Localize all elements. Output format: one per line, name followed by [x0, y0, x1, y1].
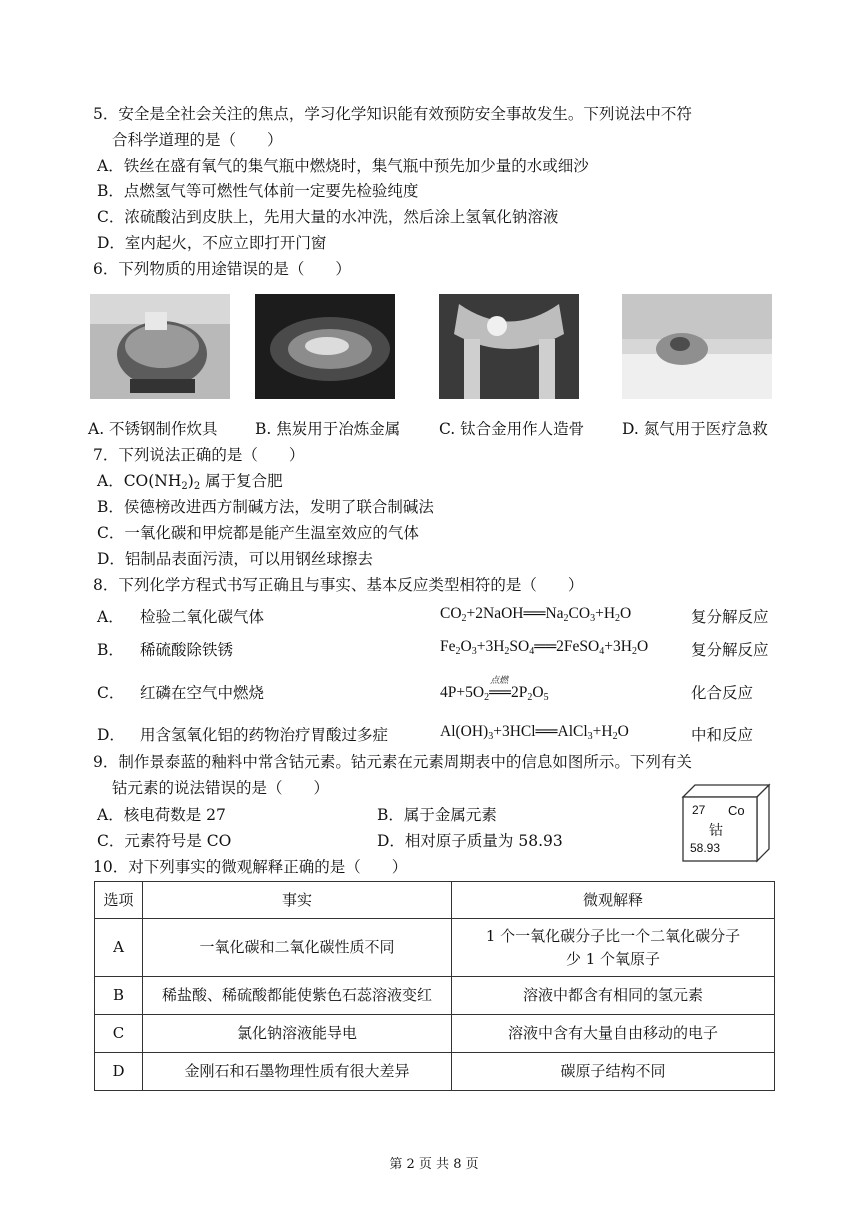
element-symbol: Co: [728, 803, 745, 818]
q8-row-c-desc: 红磷在空气中燃烧: [140, 684, 265, 702]
table-header-row: [95, 882, 775, 919]
cookware-photo: [90, 294, 230, 399]
row-fact: 氯化钠溶液能导电: [143, 1015, 452, 1053]
page-footer: 第 2 页 共 8 页: [389, 1157, 479, 1172]
element-number: 27: [692, 803, 706, 817]
q5-stem-line2: 合科学道理的是（ ）: [112, 131, 283, 149]
row-option: C: [95, 1015, 143, 1053]
q8-row-b-letter: B．: [97, 641, 124, 659]
q7-option-c: C．一氧化碳和甲烷都是能产生温室效应的气体: [97, 524, 419, 542]
q9-stem-line2: 钴元素的说法错误的是（ ）: [112, 779, 330, 797]
row-option: A: [95, 919, 143, 977]
coke-smelting-photo: [255, 294, 395, 399]
row-option: B: [95, 977, 143, 1015]
element-name: 钴: [709, 823, 723, 839]
q8-row-c-letter: C．: [97, 684, 125, 702]
q7-stem: 7．下列说法正确的是（ ）: [93, 446, 305, 464]
q8-stem: 8．下列化学方程式书写正确且与事实、基本反应类型相符的是（ ）: [93, 576, 584, 594]
q9-stem-line1: 9．制作景泰蓝的釉料中常含钴元素。钴元素在元素周期表中的信息如图所示。下列有关: [93, 753, 692, 771]
q6-caption-d: D. 氮气用于医疗急救: [622, 420, 768, 438]
q5-option-a: A．铁丝在盛有氧气的集气瓶中燃烧时，集气瓶中预先加少量的水或细沙: [97, 157, 589, 175]
q6-caption-a: A. 不锈钢制作炊具: [88, 420, 218, 438]
artificial-bone-photo: [439, 294, 579, 399]
element-mass: 58.93: [690, 841, 721, 855]
q8-row-d-type: 中和反应: [691, 726, 754, 744]
cobalt-element-card: [681, 783, 771, 863]
header-option: 选项: [95, 882, 143, 919]
row-explanation: 碳原子结构不同: [452, 1053, 775, 1091]
q8-row-c-type: 化合反应: [691, 684, 754, 702]
q5-option-b: B．点燃氢气等可燃性气体前一定要先检验纯度: [97, 182, 419, 200]
row-fact: 金刚石和石墨物理性质有很大差异: [143, 1053, 452, 1091]
header-explanation: 微观解释: [452, 882, 775, 919]
q8-row-b-desc: 稀硫酸除铁锈: [140, 641, 234, 659]
q8-row-a-letter: A．: [97, 608, 124, 626]
q9-option-d: D．相对原子质量为 58.93: [377, 832, 563, 850]
table-row: [95, 919, 775, 977]
q8-row-a-equation: $CO_2+2NaOH══Na_2CO_3+H_2O$: [440, 605, 632, 624]
q8-row-b-type: 复分解反应: [691, 641, 769, 659]
row-fact: 一氧化碳和二氧化碳性质不同: [143, 919, 452, 977]
q6-caption-b: B. 焦炭用于冶炼金属: [255, 420, 401, 438]
q8-row-d-desc: 用含氢氧化铝的药物治疗胃酸过多症: [140, 726, 389, 744]
q8-row-b-equation: $Fe_2O_3+3H_2SO_4══2FeSO_4+3H_2O$: [440, 638, 649, 657]
q8-row-a-type: 复分解反应: [691, 608, 769, 626]
row-fact: 稀盐酸、稀硫酸都能使紫色石蕊溶液变红: [143, 977, 452, 1015]
q8-row-d-letter: D．: [97, 726, 125, 744]
q5-option-d: D．室内起火，不应立即打开门窗: [97, 234, 327, 252]
q10-stem: 10．对下列事实的微观解释正确的是（ ）: [93, 858, 408, 876]
q8-row-c-equation: $4P+5O_2$ 点燃 $══2P_2O_5$: [440, 675, 549, 703]
header-fact: 事实: [143, 882, 452, 919]
medical-emergency-photo: [622, 294, 772, 399]
q7-option-a: A．$CO(NH_2)_2$ 属于复合肥: [97, 472, 283, 492]
row-explanation: 溶液中含有大量自由移动的电子: [452, 1015, 775, 1053]
q7-option-b: B．侯德榜改进西方制碱方法，发明了联合制碱法: [97, 498, 434, 516]
q6-stem: 6．下列物质的用途错误的是（ ）: [93, 260, 351, 278]
q9-option-c: C．元素符号是 CO: [97, 832, 232, 850]
q6-caption-c: C. 钛合金用作人造骨: [439, 420, 585, 438]
table-row: [95, 1053, 775, 1091]
q8-row-a-desc: 检验二氧化碳气体: [140, 608, 265, 626]
row-option: D: [95, 1053, 143, 1091]
q8-reaction-condition: 点燃: [490, 675, 509, 685]
q9-option-b: B．属于金属元素: [377, 806, 497, 824]
table-row: [95, 1015, 775, 1053]
q10-table: [94, 881, 775, 1091]
table-row: [95, 977, 775, 1015]
q8-row-d-equation: $Al(OH)_3+3HCl══AlCl_3+H_2O$: [440, 723, 629, 742]
q5-option-c: C．浓硫酸沾到皮肤上，先用大量的水冲洗，然后涂上氢氧化钠溶液: [97, 208, 559, 226]
q7-option-d: D．铝制品表面污渍，可以用钢丝球擦去: [97, 550, 373, 568]
row-explanation: 溶液中都含有相同的氢元素: [452, 977, 775, 1015]
q5-stem-line1: 5．安全是全社会关注的焦点，学习化学知识能有效预防安全事故发生。下列说法中不符: [93, 105, 692, 123]
row-explanation: 1 个一氧化碳分子比一个二氧化碳分子 少 1 个氧原子: [452, 919, 775, 977]
q9-option-a: A．核电荷数是 27: [97, 806, 226, 824]
